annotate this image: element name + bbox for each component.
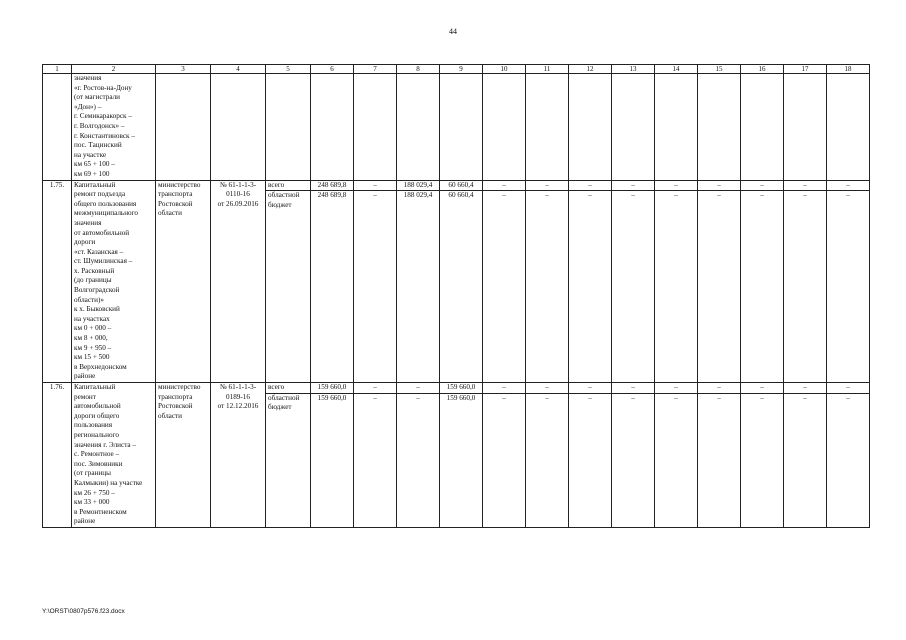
table-cell (43, 74, 72, 181)
column-header: 1 (43, 65, 72, 74)
amount: – (354, 190, 396, 201)
funding-source: областной бюджет (266, 190, 310, 210)
name-line: г. Константиновск – (74, 131, 135, 140)
table-cell (354, 74, 397, 181)
total-cell (311, 180, 354, 382)
table-cell (211, 74, 266, 181)
column-header: 6 (311, 65, 354, 74)
amount-cell (655, 180, 698, 382)
name-line: дороги общего (74, 411, 120, 420)
column-header: 18 (827, 65, 870, 74)
amount: 248 689,8 (317, 180, 347, 189)
table-cell (698, 74, 741, 181)
name-line: «ст. Казанская – (74, 247, 124, 256)
column-header: 4 (211, 65, 266, 74)
amount: – (612, 393, 654, 404)
amount-cell (397, 383, 440, 528)
name-line: значения г. Элиста – (74, 440, 137, 449)
amount: 248 689,8 (311, 190, 353, 201)
name-line: межмуниципального (74, 209, 138, 218)
amount: – (569, 190, 611, 201)
name-line: общего пользования (74, 199, 137, 208)
row-number: 1.75. (43, 180, 72, 382)
name-line: районе (74, 372, 96, 381)
amount-cell (827, 180, 870, 382)
name-line: дороги (74, 238, 96, 247)
amount: – (354, 393, 396, 404)
amount: – (717, 383, 721, 391)
amount: – (588, 383, 592, 391)
amount: – (846, 180, 850, 189)
name-line: ремонт подъезда (74, 190, 126, 199)
name-line: значения (74, 218, 102, 227)
name-line: регионального (74, 430, 119, 439)
organization-cell (156, 180, 211, 382)
column-header: 3 (156, 65, 211, 74)
name-line: районе (74, 517, 96, 526)
amount: – (784, 393, 826, 404)
name-line: пос. Тацинский (74, 141, 122, 150)
funding-source: всего (268, 180, 285, 189)
amount: – (631, 383, 635, 391)
name-line: на участке (74, 150, 107, 159)
amount: – (827, 190, 869, 201)
org-line: транспорта (158, 392, 193, 401)
amount-cell (741, 383, 784, 528)
amount: – (526, 190, 568, 201)
amount: – (655, 393, 697, 404)
amount: – (846, 383, 850, 391)
name-line: с. Ремонтное – (74, 450, 120, 459)
name-line: км 0 + 000 – (74, 324, 112, 333)
amount: – (760, 383, 764, 391)
amount-cell (569, 180, 612, 382)
organization-cell (156, 383, 211, 528)
document-cell (211, 383, 266, 528)
table-cell (440, 74, 483, 181)
amount: 159 660,0 (446, 383, 476, 391)
object-name-cell (72, 74, 156, 181)
column-header: 9 (440, 65, 483, 74)
amount-cell (483, 180, 526, 382)
budget-table (42, 64, 870, 528)
object-name-cell (72, 180, 156, 382)
name-line: г. Семикаракорск – (74, 112, 132, 121)
amount-cell (698, 180, 741, 382)
amount-cell (354, 180, 397, 382)
name-line: Волгоградской (74, 286, 120, 295)
amount: 188 029,4 (403, 180, 433, 189)
amount: – (588, 180, 592, 189)
column-header: 12 (569, 65, 612, 74)
name-line: к х. Быковский (74, 305, 120, 314)
amount: – (612, 190, 654, 201)
continuation-row (43, 74, 870, 181)
name-line: (от магистрали (74, 93, 121, 102)
object-name-cell (72, 383, 156, 528)
name-line: пос. Зимовники (74, 459, 123, 468)
column-header: 8 (397, 65, 440, 74)
amount: – (526, 393, 568, 404)
column-header: 15 (698, 65, 741, 74)
name-line: км 69 + 100 (74, 169, 110, 178)
name-line: значения (74, 74, 102, 82)
amount: – (483, 190, 525, 201)
amount: – (803, 383, 807, 391)
amount-cell (784, 180, 827, 382)
column-header: 14 (655, 65, 698, 74)
name-line: км 9 + 950 – (74, 343, 112, 352)
amount-cell (440, 180, 483, 382)
table-cell (784, 74, 827, 181)
amount-cell (655, 383, 698, 528)
amount-cell (354, 383, 397, 528)
amount: – (545, 180, 549, 189)
doc-line: 0189-16 (226, 392, 250, 401)
name-line: г. Волгодонск» – (74, 121, 125, 130)
amount: – (760, 180, 764, 189)
amount: – (373, 383, 377, 391)
amount-cell (784, 383, 827, 528)
amount: 159 660,0 (317, 383, 347, 391)
name-line: Капитальный (74, 383, 116, 391)
table-cell (612, 74, 655, 181)
doc-line: № 61-1-1-3- (219, 180, 257, 189)
name-line: на участках (74, 314, 110, 323)
org-line: министерство (158, 180, 201, 189)
amount: 159 660,0 (440, 393, 482, 404)
amount-cell (483, 383, 526, 528)
amount: – (674, 180, 678, 189)
amount: 60 660,4 (440, 190, 482, 201)
amount: – (569, 393, 611, 404)
funding-source-cell (266, 383, 311, 528)
table-cell (526, 74, 569, 181)
amount: – (631, 180, 635, 189)
amount: – (741, 190, 783, 201)
org-line: транспорта (158, 190, 193, 199)
amount: – (545, 383, 549, 391)
name-line: в Ремонтненском (74, 507, 127, 516)
table-cell (741, 74, 784, 181)
table-cell (156, 74, 211, 181)
name-line: ремонт (74, 392, 96, 401)
table-cell (311, 74, 354, 181)
doc-line: № 61-1-1-3- (219, 383, 257, 391)
amount: – (784, 190, 826, 201)
amount: – (397, 393, 439, 404)
amount: – (502, 180, 506, 189)
amount-cell (698, 383, 741, 528)
name-line: км 26 + 750 – (74, 488, 115, 497)
amount: – (741, 393, 783, 404)
table-cell (827, 74, 870, 181)
column-header: 13 (612, 65, 655, 74)
name-line: Калмыкии) на участке (74, 478, 143, 487)
name-line: в Верхнедонском (74, 362, 127, 371)
amount: – (674, 383, 678, 391)
name-line: от автомобильной (74, 228, 130, 237)
column-header: 7 (354, 65, 397, 74)
name-line: х. Расковный (74, 266, 115, 275)
document-cell (211, 180, 266, 382)
amount-cell (741, 180, 784, 382)
amount: 60 660,4 (448, 180, 474, 189)
doc-line: от 26.09.2016 (217, 199, 259, 208)
doc-line: от 12.12.2016 (217, 402, 259, 411)
amount-cell (827, 383, 870, 528)
column-number-row (43, 65, 870, 74)
name-line: (от границы (74, 469, 111, 478)
name-line: пользования (74, 421, 113, 430)
amount-cell (612, 180, 655, 382)
amount-cell (569, 383, 612, 528)
amount: – (698, 190, 740, 201)
org-line: области (158, 411, 183, 420)
name-line: автомобильной (74, 402, 121, 411)
name-line: «Дон») – (74, 102, 102, 111)
amount-cell (612, 383, 655, 528)
amount: – (502, 383, 506, 391)
column-header: 2 (72, 65, 156, 74)
name-line: км 15 + 500 (74, 353, 110, 362)
amount: 159 660,0 (311, 393, 353, 404)
column-header: 10 (483, 65, 526, 74)
name-line: км 33 + 000 (74, 498, 110, 507)
name-line: области)» (74, 295, 105, 304)
amount-cell (526, 383, 569, 528)
name-line: км 65 + 100 – (74, 160, 115, 169)
amount-cell (397, 180, 440, 382)
table-cell (266, 74, 311, 181)
column-header: 5 (266, 65, 311, 74)
org-line: области (158, 209, 183, 218)
column-header: 11 (526, 65, 569, 74)
funding-source: всего (268, 383, 285, 391)
amount: 188 029,4 (397, 190, 439, 201)
amount: – (698, 393, 740, 404)
amount: – (803, 180, 807, 189)
name-line: км 8 + 000, (74, 334, 108, 343)
amount-cell (440, 383, 483, 528)
org-line: министерство (158, 383, 201, 391)
amount: – (655, 190, 697, 201)
page-number: 44 (449, 27, 457, 36)
row-number: 1.76. (43, 383, 72, 528)
table-row (43, 383, 870, 528)
column-header: 17 (784, 65, 827, 74)
amount-cell (526, 180, 569, 382)
funding-source: областной бюджет (266, 393, 310, 413)
amount: – (717, 180, 721, 189)
amount: – (827, 393, 869, 404)
column-header: 16 (741, 65, 784, 74)
name-line: Капитальный (74, 180, 116, 189)
org-line: Ростовской (158, 402, 193, 411)
table-cell (655, 74, 698, 181)
org-line: Ростовской (158, 199, 193, 208)
table-cell (397, 74, 440, 181)
funding-source-cell (266, 180, 311, 382)
table-cell (569, 74, 612, 181)
name-line: (до границы (74, 276, 112, 285)
doc-line: 0110-16 (226, 190, 250, 199)
file-path-footer: Y:\ORST\0807p576.f23.docx (42, 608, 125, 615)
amount: – (483, 393, 525, 404)
amount: – (416, 383, 420, 391)
total-cell (311, 383, 354, 528)
table-cell (483, 74, 526, 181)
table-row (43, 180, 870, 382)
amount: – (373, 180, 377, 189)
name-line: «г. Ростов-на-Дону (74, 83, 132, 92)
name-line: ст. Шумилинская – (74, 257, 133, 266)
